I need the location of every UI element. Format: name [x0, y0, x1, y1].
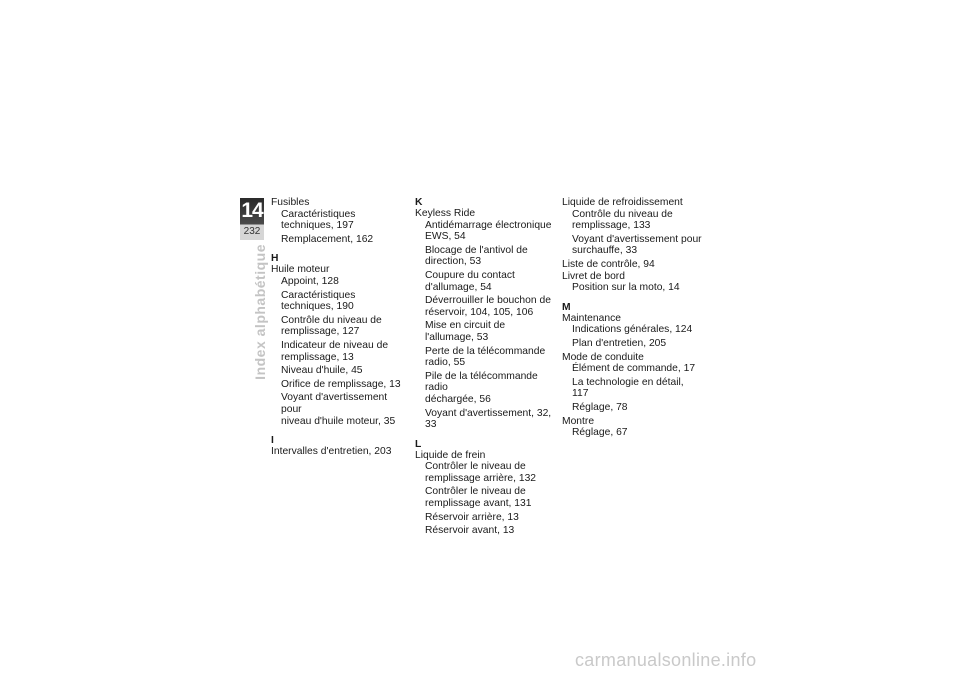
- index-subentry: Réservoir avant, 13: [425, 525, 515, 537]
- index-subentry: Élément de commande, 17: [572, 363, 696, 375]
- index-term: Liquide de refroidissement: [562, 197, 683, 208]
- index-subentry: Contrôler le niveau de remplissage arrière, 132: [425, 461, 537, 484]
- index-column-2: [415, 197, 555, 539]
- index-subentry: Indications générales, 124: [572, 324, 693, 336]
- index-subentry: Contrôler le niveau de remplissage avant, 131: [425, 486, 532, 510]
- index-term: Fusibles: [271, 197, 310, 208]
- index-term: Keyless Ride: [415, 208, 476, 219]
- index-letter-heading: L: [415, 438, 422, 450]
- index-term: Montre: [562, 415, 595, 427]
- index-column-1: [271, 197, 401, 458]
- index-subentry: Voyant d'avertissement pour niveau d'huile moteur, 35: [281, 392, 396, 427]
- index-subentry: Voyant d'avertissement pour surchauffe, 33: [572, 233, 702, 257]
- index-subentry: Contrôle du niveau de remplissage, 133: [572, 208, 673, 232]
- index-letter-heading: I: [271, 435, 274, 447]
- index-subentry: Plan d'entretien, 205: [572, 337, 667, 349]
- index-letter-heading: K: [415, 197, 423, 208]
- index-subentry: Réglage, 78: [572, 401, 628, 413]
- index-subentry: Réglage, 67: [572, 427, 628, 439]
- index-term: Livret de bord: [562, 270, 625, 282]
- index-column-3: [562, 197, 702, 441]
- index-subentry: Niveau d'huile, 45: [281, 365, 363, 377]
- index-subentry: Mise en circuit de l'allumage, 53: [425, 320, 506, 343]
- index-subentry: Orifice de remplissage, 13: [281, 378, 401, 390]
- index-subentry: Antidémarrage électronique EWS, 54: [425, 219, 552, 243]
- chapter-badge: [240, 198, 264, 240]
- index-term: Mode de conduite: [562, 351, 644, 363]
- index-subentry: Coupure du contact d'allumage, 54: [425, 269, 515, 293]
- index-subentry: Blocage de l'antivol de direction, 53: [425, 244, 528, 268]
- index-subentry: Pile de la télécommande radio déchargée, 56: [425, 370, 538, 405]
- index-subentry: Appoint, 128: [281, 275, 339, 287]
- index-term: Intervalles d'entretien, 203: [271, 446, 392, 458]
- index-subentry: Position sur la moto, 14: [572, 282, 680, 294]
- index-subentry: Remplacement, 162: [281, 233, 374, 245]
- index-term: Liquide de frein: [415, 449, 486, 461]
- chapter-title: Index alphabétique: [252, 244, 268, 380]
- index-subentry: Voyant d'avertissement, 32, 33: [425, 407, 552, 431]
- page-number: 232: [243, 226, 261, 237]
- index-term: Maintenance: [562, 312, 621, 324]
- index-term: Liste de contrôle, 94: [562, 258, 655, 270]
- index-subentry: La technologie en détail, 117: [572, 376, 684, 400]
- watermark: carmanualsonline.info: [575, 650, 757, 670]
- index-subentry: Perte de la télécommande radio, 55: [425, 345, 546, 369]
- index-subentry: Caractéristiques techniques, 190: [281, 289, 356, 313]
- index-term: Huile moteur: [271, 264, 330, 276]
- index-letter-heading: M: [562, 301, 571, 313]
- index-subentry: Indicateur de niveau de remplissage, 13: [281, 339, 389, 363]
- index-letter-heading: H: [271, 253, 279, 265]
- index-subentry: Déverrouiller le bouchon de réservoir, 104, 105, 106: [425, 295, 551, 318]
- index-subentry: Contrôle du niveau de remplissage, 127: [281, 314, 382, 338]
- index-subentry: Caractéristiques techniques, 197: [281, 208, 356, 232]
- index-subentry: Réservoir arrière, 13: [425, 511, 519, 523]
- chapter-number: 14: [241, 199, 263, 222]
